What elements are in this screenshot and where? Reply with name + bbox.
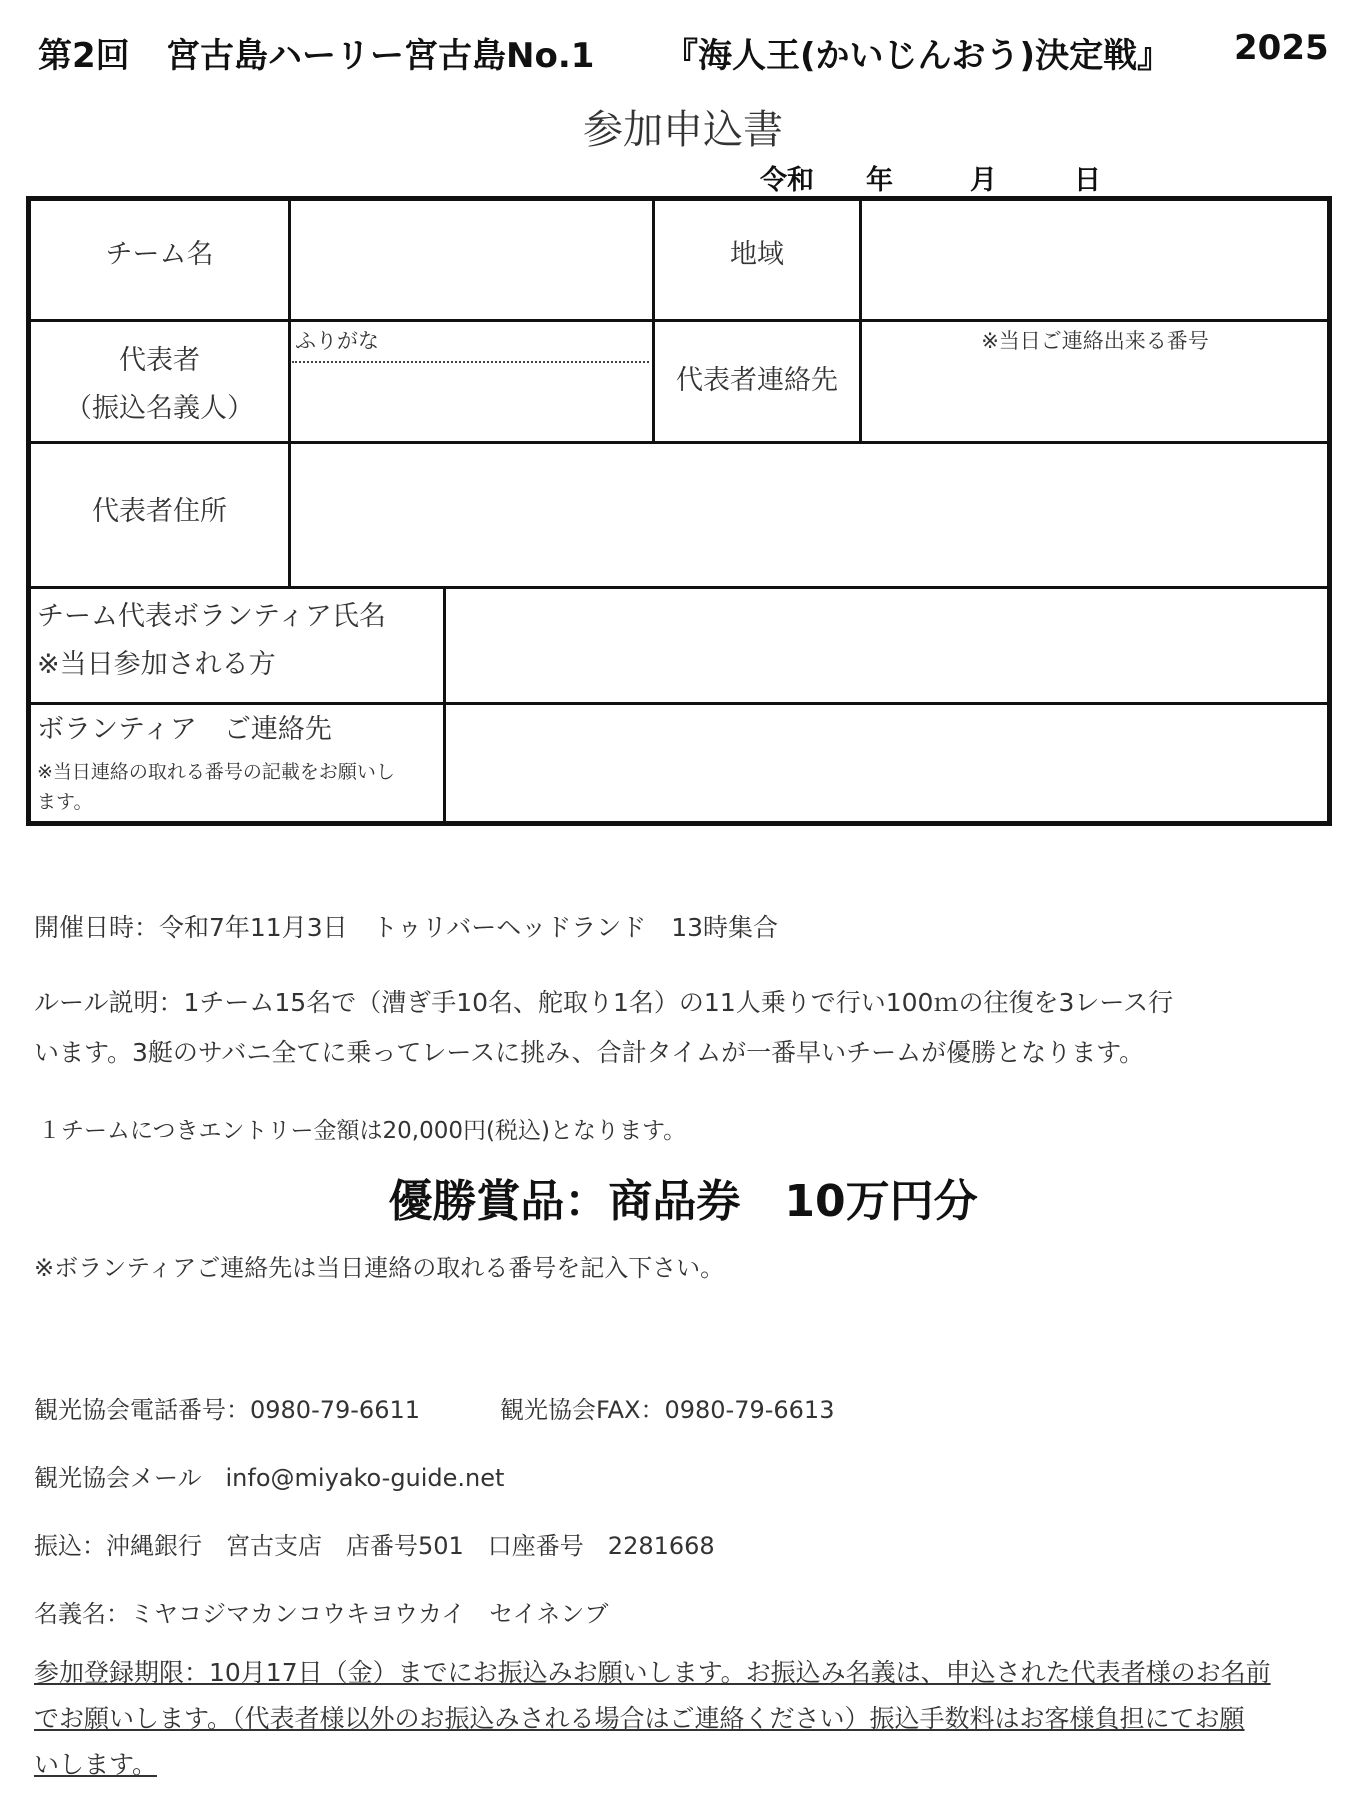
- volunteer-contact-note-line2: ます。: [37, 791, 93, 813]
- date-year-label: 年: [866, 165, 893, 196]
- representative-contact-label: 代表者連絡先: [676, 365, 838, 396]
- representative-contact-note: ※当日ご連絡出来る番号: [981, 329, 1209, 353]
- phone-number: 観光協会電話番号：0980-79-6611: [34, 1396, 421, 1424]
- furigana-label: ふりがな: [295, 329, 379, 353]
- event-subtitle: 『海人王(かいじんおう)決定戦』: [664, 36, 1172, 76]
- representative-contact-field[interactable]: [863, 357, 1327, 441]
- representative-sublabel: （振込名義人）: [65, 393, 254, 424]
- date-era: 令和: [760, 165, 814, 196]
- form-row-divider: [31, 319, 1327, 322]
- bank-transfer-info: 振込：沖縄銀行 宮古支店 店番号501 口座番号 2281668: [34, 1532, 715, 1560]
- volunteer-contact-label: ボランティア ご連絡先: [37, 714, 332, 745]
- furigana-field[interactable]: [292, 322, 652, 360]
- event-series: 第2回: [38, 36, 130, 76]
- volunteer-note: ※ボランティアご連絡先は当日連絡の取れる番号を記入下さい。: [34, 1254, 725, 1282]
- event-name: 宮古島ハーリー宮古島No.1: [166, 36, 595, 76]
- volunteer-name-field[interactable]: [447, 590, 1327, 702]
- representative-address-label: 代表者住所: [92, 496, 227, 527]
- volunteer-contact-field[interactable]: [447, 705, 1327, 821]
- furigana-dotted-line: [292, 361, 649, 363]
- region-field[interactable]: [863, 201, 1327, 319]
- registration-deadline: [34, 1650, 1344, 1788]
- representative-name-field[interactable]: [292, 364, 652, 441]
- fax-number: 観光協会FAX：0980-79-6613: [500, 1396, 835, 1424]
- volunteer-contact-note-line1: ※当日連絡の取れる番号の記載をお願いし: [37, 761, 395, 783]
- deadline-line: いします。: [34, 1750, 158, 1779]
- date-day-label: 日: [1074, 165, 1101, 196]
- email-address: 観光協会メール info@miyako-guide.net: [34, 1464, 505, 1492]
- form-col-divider: [859, 201, 862, 442]
- date-month-label: 月: [970, 165, 997, 196]
- entry-fee: １チームにつきエントリー金額は20,000円(税込)となります。: [38, 1118, 687, 1144]
- account-name: 名義名：ミヤコジマカンコウキヨウカイ セイネンブ: [34, 1600, 609, 1628]
- rules-description: [34, 978, 1334, 1078]
- event-year: 2025: [1234, 28, 1329, 68]
- team-name-label: チーム名: [105, 239, 214, 270]
- volunteer-name-label: チーム代表ボランティア氏名: [37, 601, 386, 632]
- deadline-line: でお願いします。（代表者様以外のお振込みされる場合はご連絡ください）振込手数料はお客様負担にてお願: [34, 1704, 1245, 1733]
- form-row-divider: [31, 586, 1327, 589]
- region-label: 地域: [730, 239, 784, 270]
- volunteer-name-note: ※当日参加される方: [37, 649, 276, 680]
- form-col-divider: [288, 201, 291, 587]
- representative-label: 代表者: [119, 345, 200, 376]
- prize-heading: 優勝賞品：商品券 10万円分: [388, 1176, 978, 1227]
- team-name-field[interactable]: [292, 201, 652, 319]
- event-datetime: 開催日時：令和7年11月3日 トゥリバーヘッドランド 13時集合: [34, 913, 779, 942]
- deadline-line: 参加登録期限：10月17日（金）までにお振込みお願いします。お振込み名義は、申込された代表者様のお名前: [34, 1658, 1271, 1687]
- representative-address-field[interactable]: [292, 444, 1327, 586]
- rules-line: ルール説明：1チーム15名で（漕ぎ手10名、舵取り1名）の11人乗りで行い100ｍの往復を3レース行: [34, 988, 1174, 1017]
- form-col-divider: [443, 587, 446, 822]
- document-title: 参加申込書: [583, 107, 783, 153]
- rules-line: います。3艇のサバニ全てに乗ってレースに挑み、合計タイムが一番早いチームが優勝となります。: [34, 1038, 1145, 1067]
- application-form: [26, 196, 1332, 826]
